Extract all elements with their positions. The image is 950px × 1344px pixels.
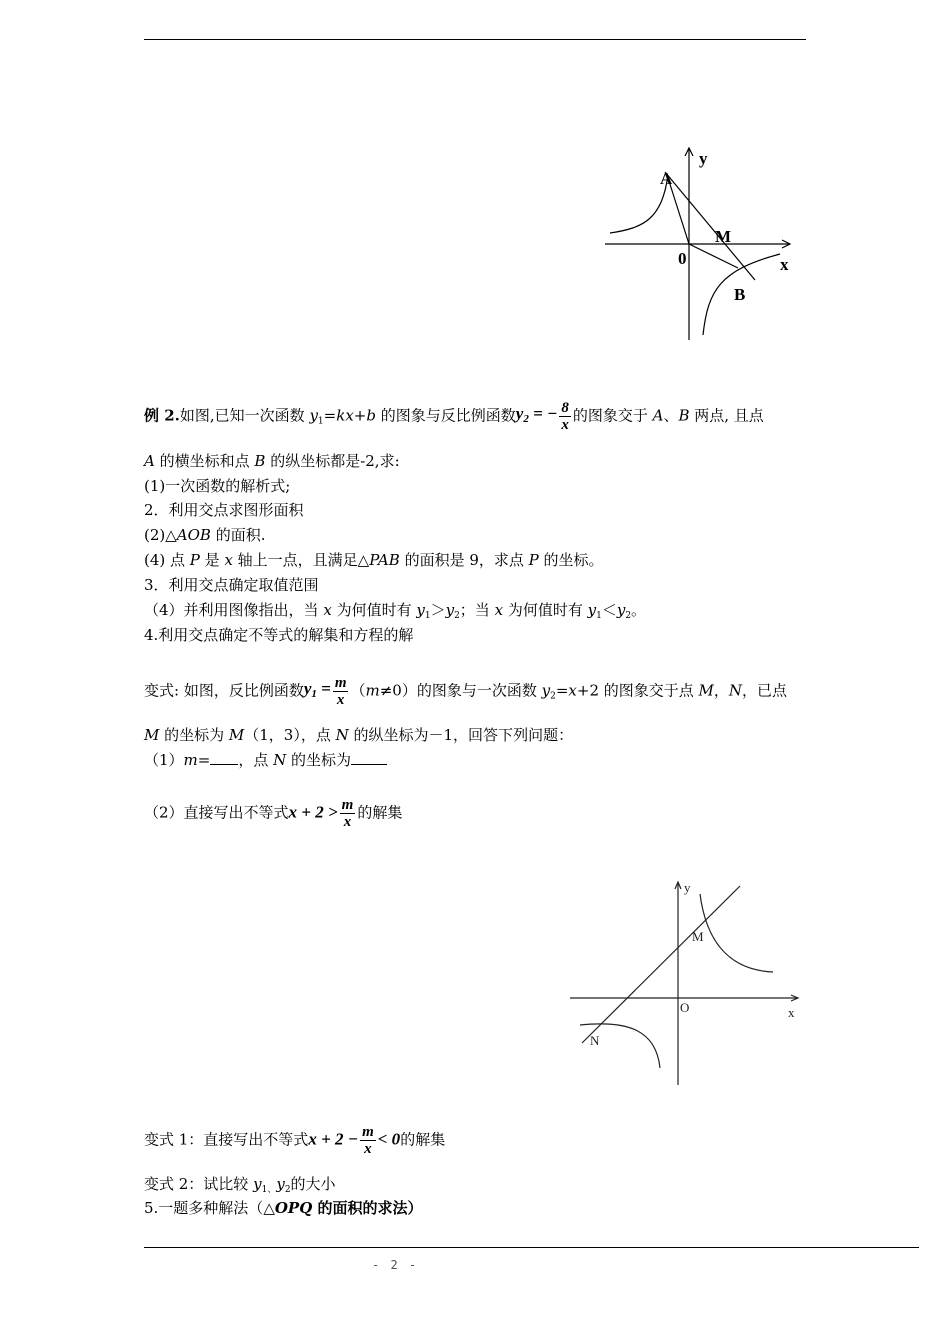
fig2-label-n: N <box>590 1033 600 1048</box>
question-1: (1)一次函数的解析式; <box>144 477 291 495</box>
fig2-label-x: x <box>788 1005 795 1020</box>
variant-line1: 变式: 如图，反比例函数$y_1$ = $\frac{m}{x}$ （m≠0）的图象与一次函数 $y_2=x+2$ 的图象交于点 M，N，已点 <box>144 675 788 708</box>
heading-2: 2．利用交点求图形面积 <box>144 501 304 519</box>
answer-blank-m[interactable] <box>210 750 238 765</box>
heading-3: 3．利用交点确定取值范围 <box>144 576 319 594</box>
fig1-label-y: y <box>699 149 708 168</box>
fig1-label-b: B <box>734 285 746 304</box>
fig1-label-o: 0 <box>678 249 687 268</box>
example2-line1: 例 2.如图,已知一次函数 $y_1=kx+b$ 的图象与反比例函数$y_2$ = − $\frac{8}{x}$ 的图象交于 A、B 两点, 且点 <box>144 400 764 433</box>
fraction-8-over-x: $\frac{8}{x}$ <box>561 400 569 433</box>
fraction-m-over-x: $\frac{m}{x}$ <box>334 675 347 708</box>
fig1-label-x: x <box>780 255 789 274</box>
fig2-label-o: O <box>680 1000 690 1015</box>
subquestion-2: （2）直接写出不等式x + 2 > $\frac{m}{x}$ 的解集 <box>144 797 403 830</box>
question-4: (4) 点 P 是 x 轴上一点，且满足△PAB 的面积是 9，求点 P 的坐标。 <box>144 551 604 569</box>
example2-line2: A 的横坐标和点 B 的纵坐标都是-2,求: <box>144 452 400 470</box>
page-number: - 2 - <box>372 1258 419 1272</box>
heading-4: 4.利用交点确定不等式的解集和方程的解 <box>144 626 414 644</box>
subquestion-1: （1）m= ，点 N 的坐标为 <box>144 750 387 770</box>
fig1-segment-ob <box>689 244 738 268</box>
footer-rule <box>144 1247 919 1248</box>
fig2-label-y: y <box>684 880 691 895</box>
fig2-line <box>582 886 740 1043</box>
fraction-m-over-x-2: $\frac{m}{x}$ <box>341 797 354 830</box>
fraction-y2: $y_2$ = − <box>515 404 558 425</box>
fig1-label-m: M <box>715 227 732 246</box>
variant-line2: M 的坐标为 M（1，3），点 N 的纵坐标为－1，回答下列问题： <box>144 726 574 744</box>
fig2-curve-upper <box>700 894 773 972</box>
fig1-label-a: A <box>660 169 673 188</box>
answer-blank-n[interactable] <box>351 750 387 765</box>
variant-2: 变式 2：试比较 $y_{1、}y_2$的大小 <box>144 1175 336 1195</box>
question-2: (2)△AOB 的面积. <box>144 526 266 544</box>
question-4-range: （4）并利用图像指出，当 x 为何值时有 $y_1>y_2$；当 x 为何值时有 $y_1<y_2$。 <box>144 601 647 621</box>
figure-1-graph <box>600 140 805 345</box>
figure-2-graph <box>568 880 805 1090</box>
fig2-label-m: M <box>692 929 704 944</box>
header-rule <box>144 39 806 40</box>
heading-5: 5.一题多种解法（△OPQ 的面积的求法） <box>144 1199 423 1217</box>
fraction-m-over-x-3: $\frac{m}{x}$ <box>362 1124 374 1157</box>
variant-1: 变式 1：直接写出不等式x + 2 − $\frac{m}{x}$ < 0的解集 <box>144 1124 446 1157</box>
